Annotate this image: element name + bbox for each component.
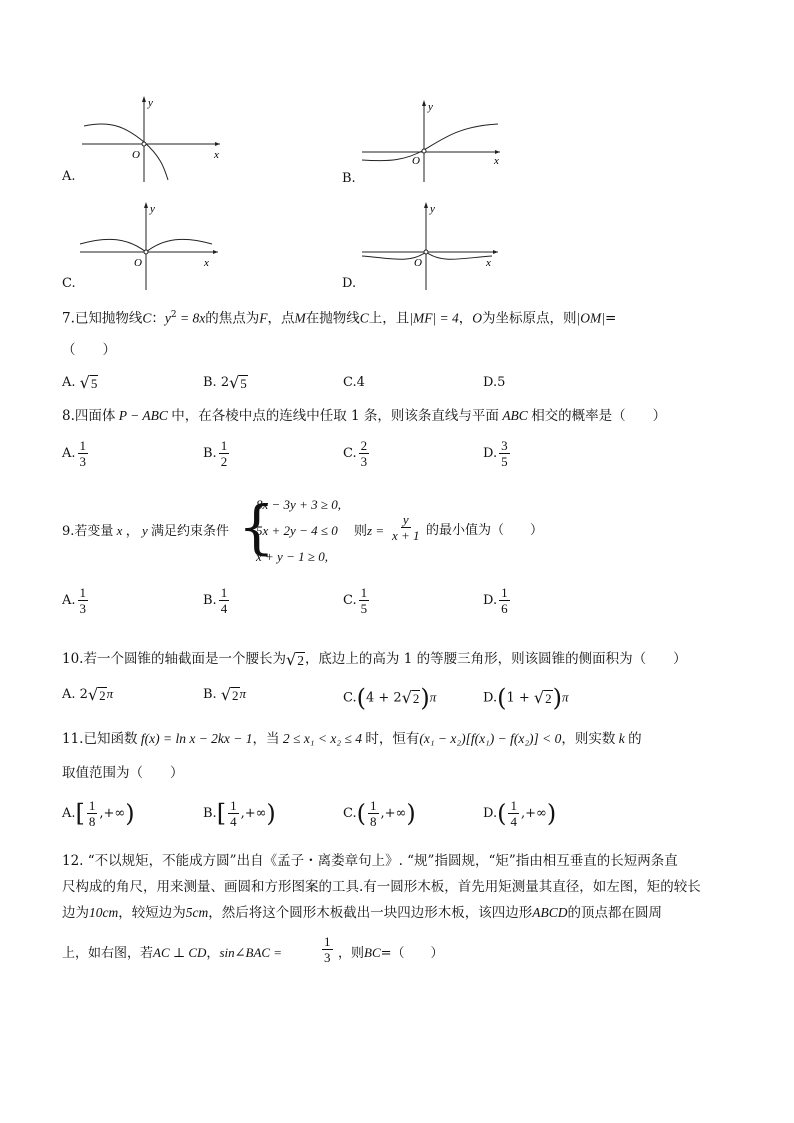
sin-fraction: $\frac{1}{3}$: [324, 934, 331, 965]
question-12-line4: 上，如右图，若AC ⊥ CD，sin∠BAC = $\frac{1}{3}$ ，则BC=（ ）: [62, 934, 444, 965]
axis-x-label: x: [486, 257, 491, 269]
question-7-paren: （ ）: [62, 342, 116, 358]
option-d[interactable]: D. $\frac{1}{6}$: [483, 585, 508, 616]
graph-option-c: [62, 200, 222, 292]
option-d[interactable]: D.5: [483, 375, 506, 390]
option-label: C.: [62, 276, 76, 291]
question-11-line2: 取值范围为（ ）: [62, 765, 184, 781]
question-12-line1: 12. “不以规矩，不能成方圆”出自《孟子・离娄章句上》. “规”指圆规，“矩”指由相互垂直的长短两条直: [62, 853, 678, 869]
axis-x-label: x: [214, 149, 219, 161]
option-c[interactable]: C.4: [343, 375, 365, 390]
origin-label: O: [134, 257, 142, 269]
option-label: B.: [342, 171, 356, 186]
option-b[interactable]: B.[ $\frac{1}{4}$ ,+∞): [203, 798, 276, 829]
objective-fraction: $\frac{y}{x + 1}$: [392, 512, 420, 543]
option-c[interactable]: C.( $\frac{1}{8}$ ,+∞): [343, 798, 416, 829]
graph-option-b: [342, 98, 502, 186]
graph-a-plot: [82, 92, 222, 184]
option-a[interactable]: A. 2 √ 2 π: [62, 684, 114, 704]
option-b[interactable]: B. √ 2 π: [203, 684, 247, 704]
question-11-stem: 11.已知函数 f(x) = ln x − 2kx − 1，当 2 ≤ x₁ < x₂ ≤ 4 时，恒有(x₁ − x₂)[f(x₁) − f(x₂)] < 0，则实数 k 的: [62, 731, 642, 747]
graph-d-plot: [360, 200, 502, 292]
question-12-line3: 边为10cm，较短边为5cm，然后将这个圆形木板截出一块四边形木板，该四边形ABCD的顶点都在圆周: [62, 905, 662, 921]
question-7-options: [62, 374, 582, 396]
option-d[interactable]: D. $\frac{3}{5}$: [483, 438, 508, 469]
graph-option-a: [62, 92, 222, 184]
origin-label: O: [414, 257, 422, 269]
option-label: A.: [62, 169, 76, 184]
axis-x-label: x: [494, 155, 499, 167]
graph-option-d: [342, 200, 502, 292]
axis-x-label: x: [204, 257, 209, 269]
option-b[interactable]: B. $\frac{1}{2}$: [203, 438, 228, 469]
question-8-stem: 8.四面体 P − ABC 中，在各棱中点的连线中任取 1 条，则该条直线与平面 ABC 相交的概率是（ ）: [62, 408, 667, 424]
option-a[interactable]: A.[ $\frac{1}{8}$ ,+∞): [62, 798, 135, 829]
question-9-options: [62, 585, 582, 625]
constraint-2: 5x + 2y − 4 ≤ 0: [256, 523, 338, 538]
axis-y-label: y: [428, 101, 433, 113]
question-12-line2: 尺构成的角尺，用来测量、画圆和方形图案的工具.有一圆形木板，首先用矩测量其直径，如左图，矩的较长: [62, 879, 701, 895]
graph-b-plot: [360, 98, 502, 186]
question-10-stem: 10.若一个圆锥的轴截面是一个腰长为 √ 2 ，底边上的高为 1 的等腰三角形，则该圆锥的侧面积为（ ）: [62, 649, 687, 669]
option-d[interactable]: D.( $\frac{1}{4}$ ,+∞): [483, 798, 557, 829]
origin-label: O: [132, 149, 140, 161]
constraint-1: 8x − 3y + 3 ≥ 0,: [256, 497, 341, 512]
constraint-3: x + y − 1 ≥ 0,: [256, 549, 328, 564]
option-a[interactable]: A. $\frac{1}{3}$: [62, 585, 87, 616]
option-label: D.: [342, 276, 357, 291]
option-c[interactable]: C.(4 + 2 √ 2 )π: [343, 684, 437, 712]
axis-y-label: y: [150, 203, 155, 215]
option-b[interactable]: B. 2 √ 5: [203, 372, 247, 392]
left-brace: {: [238, 493, 275, 561]
option-c[interactable]: C. $\frac{1}{5}$: [343, 585, 368, 616]
question-9-stem: 9.若变量 x ， y 满足约束条件 { 8x − 3y + 3 ≥ 0, 5x + 2y − 4 ≤ 0 x + y − 1 ≥ 0, 则z = $\frac{y}{x + 1}$ 的最小值为（ ）: [62, 493, 544, 564]
graph-c-plot: [78, 200, 222, 292]
option-a[interactable]: A. $\frac{1}{3}$: [62, 438, 87, 469]
origin-label: O: [412, 155, 420, 167]
axis-y-label: y: [148, 97, 153, 109]
question-8-options: [62, 438, 582, 478]
option-c[interactable]: C. $\frac{2}{3}$: [343, 438, 368, 469]
question-11-options: [62, 798, 582, 838]
option-d[interactable]: D.(1 + √ 2 )π: [483, 684, 569, 712]
question-7-stem: 7.已知抛物线C：$y^2 = 8x$的焦点为F，点M在抛物线C上，且|MF| = 4，O为坐标原点，则|OM|=: [62, 310, 617, 327]
question-10-options: [62, 686, 582, 710]
option-a[interactable]: A. √ 5: [62, 372, 98, 392]
axis-y-label: y: [430, 203, 435, 215]
option-b[interactable]: B. $\frac{1}{4}$: [203, 585, 228, 616]
